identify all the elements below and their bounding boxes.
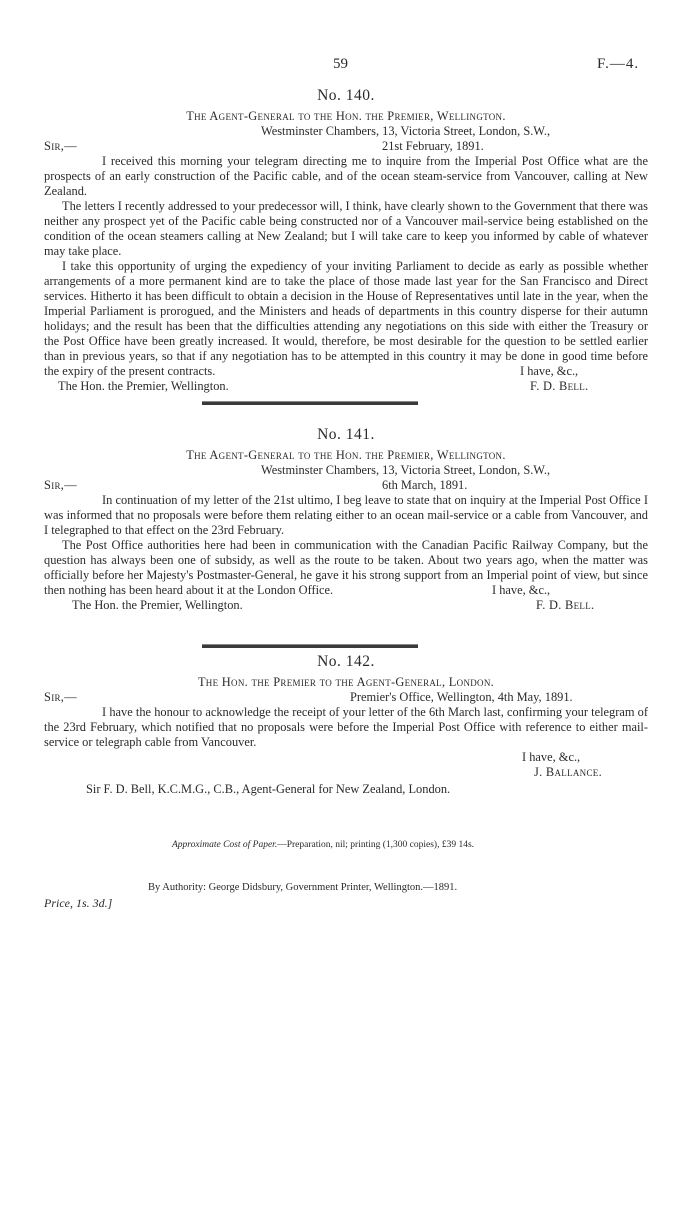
letter-address: Westminster Chambers, 13, Victoria Street, London, S.W., [261, 463, 551, 477]
printer-authority: By Authority: George Didsbury, Government Printer, Wellington.—1891. [148, 882, 458, 893]
recipient: The Hon. the Premier, Wellington. [72, 598, 243, 612]
signature: F. D. Bell. [536, 598, 595, 612]
letter-142 [44, 654, 648, 797]
cost-of-paper-note [172, 840, 474, 850]
letter-from: The Agent-General to the Hon. the Premier, Wellington. [186, 109, 506, 123]
letter-number: No. 140. [317, 87, 375, 104]
letter-date: Premier's Office, Wellington, 4th May, 1891. [350, 690, 573, 704]
cost-label: Approximate Cost of Paper. [172, 840, 278, 850]
paragraph: I received this morning your telegram directing me to inquire from the Imperial Post Office what are the prospects of an early construction of the Pacific cable, and of the ocean steam-service from Vancouver, calling at New Zealand. [44, 154, 648, 198]
page-number: 59 [333, 56, 348, 72]
closing: I have, &c., [522, 750, 581, 764]
paragraph: I have the honour to acknowledge the receipt of your letter of the 6th March last, confirming your telegram of the 23rd February, which notified that no proposals were before the Imperial Post Office with reference to either mail-service or telegraph cable from Vancouver. [44, 705, 648, 749]
paragraph: I take this opportunity of urging the expediency of your inviting Parliament to decide as early as possible whether arrangements of a more permanent kind are to take the place of those made last year for the San Francisco and Direct services. Hitherto it has been difficult to obtain a decision in the House of Representatives until late in the year, when the Imperial Parliament is prorogued, and the Ministers and heads of departments in this country disperse for their autumn holidays; and the result has been that the difficulties attending any negotiations on this side with either the Treasury or the Post Office have been greatly increased. It would, therefore, be most desirable for the question to be settled earlier than in previous years, so that if any negotiation has to be attempted in this country it may be done in good time before the expiry of the present contracts. [44, 259, 648, 378]
signature: J. Ballance. [534, 765, 602, 779]
paragraph: In continuation of my letter of the 21st ultimo, I beg leave to state that on inquiry at the Imperial Post Office I was informed that no proposals were before them relating either to an ocean mail-service or a cable from Vancouver, and I telegraphed to that effect on the 23rd February. [44, 493, 648, 537]
letter-number: No. 142. [317, 653, 375, 670]
paragraph: The letters I recently addressed to your predecessor will, I think, have clearly shown to the Government that there was neither any prospect yet of the Pacific cable being constructed nor of a Vancouver mail-service being established on the condition of the ocean steamers calling at New Zealand; but I will take care to keep you informed by cable of whatever may take place. [44, 199, 648, 258]
letter-141 [44, 427, 648, 613]
letter-number: No. 141. [317, 426, 375, 443]
letter-date: 21st February, 1891. [382, 139, 484, 153]
salutation: Sir,— [44, 690, 77, 704]
section-divider [202, 401, 418, 405]
letter-from: The Hon. the Premier to the Agent-General, London. [197, 675, 495, 689]
recipient: Sir F. D. Bell, K.C.M.G., C.B., Agent-General for New Zealand, London. [86, 782, 451, 796]
paragraph: The Post Office authorities here had been in communication with the Canadian Pacific Railway Company, but the question has always been one of subsidy, as well as the route to be taken. About two years ago, when the matter was officially before her Majesty's Postmaster-General, he gave it his strong support from an Imperial point of view, but since then nothing has been heard about it at the London Office. [44, 538, 648, 597]
price: Price, 1s. 3d.] [44, 896, 113, 910]
closing: I have, &c., [520, 364, 579, 378]
closing: I have, &c., [492, 583, 551, 597]
document-reference: F.—4. [597, 56, 640, 72]
section-divider [202, 644, 418, 648]
letter-from: The Agent-General to the Hon. the Premier, Wellington. [186, 448, 506, 462]
cost-text: —Preparation, nil; printing (1,300 copies), £39 14s. [277, 840, 475, 850]
recipient: The Hon. the Premier, Wellington. [58, 379, 229, 393]
signature: F. D. Bell. [530, 379, 589, 393]
letter-140 [44, 88, 648, 394]
letter-date: 6th March, 1891. [382, 478, 468, 492]
salutation: Sir,— [44, 139, 77, 153]
salutation: Sir,— [44, 478, 77, 492]
letter-address: Westminster Chambers, 13, Victoria Street, London, S.W., [261, 124, 551, 138]
